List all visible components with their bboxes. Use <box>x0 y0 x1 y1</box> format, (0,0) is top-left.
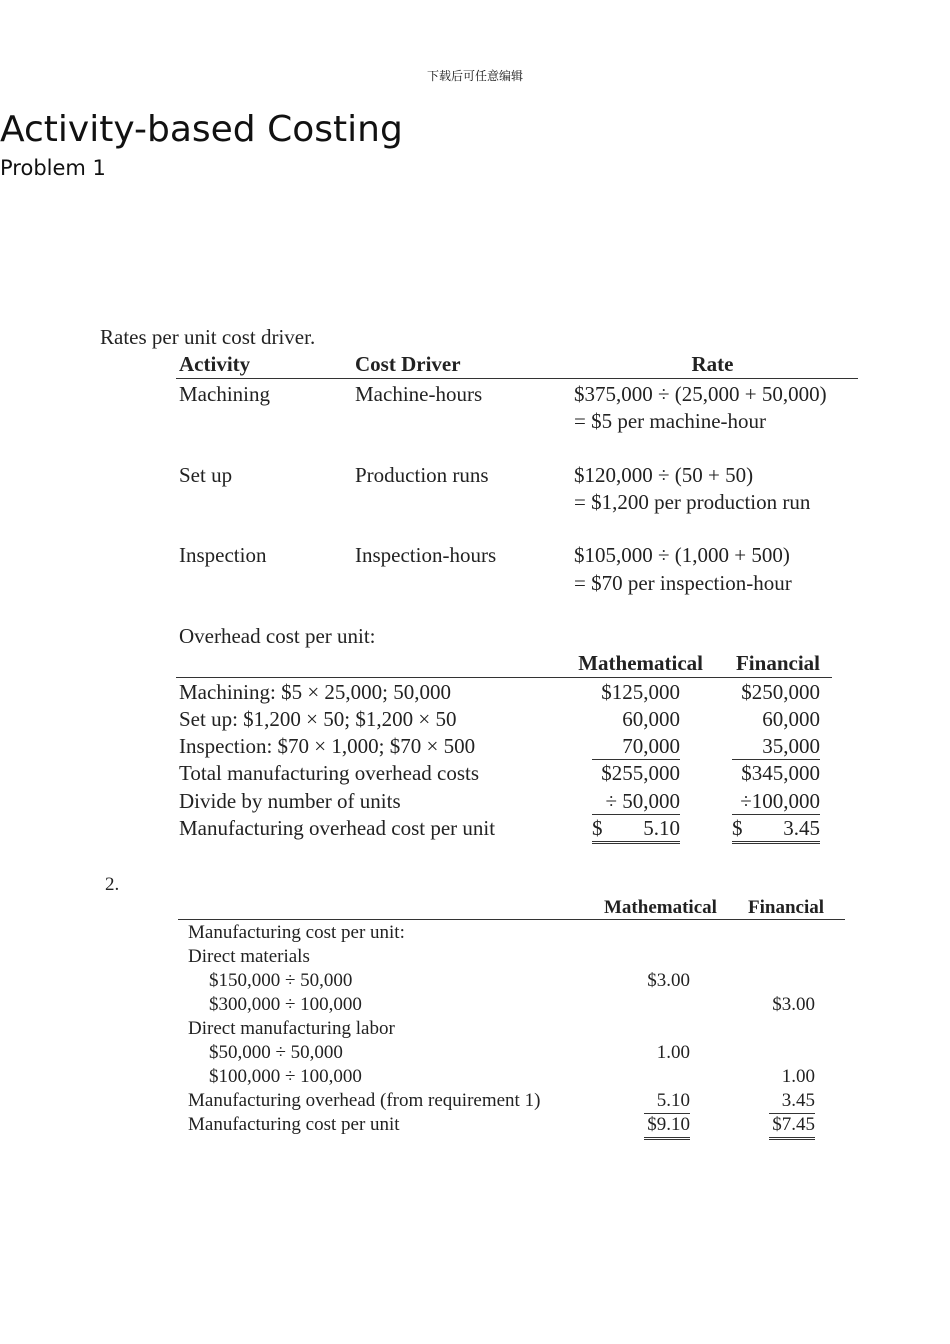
cost-row-math: $3.00 <box>647 970 690 991</box>
rate-inspection-result: = $70 per inspection-hour <box>574 571 792 595</box>
overhead-row-math: $255,000 <box>601 761 680 785</box>
overhead-row-fin: 60,000 <box>762 707 820 731</box>
overhead-row-math: ÷ 50,000 <box>592 788 680 815</box>
header-cost-driver: Cost Driver <box>355 352 461 376</box>
overhead-row-fin: 35,000 <box>732 733 820 760</box>
overhead-row-fin: ÷100,000 <box>732 788 820 815</box>
header-rate: Rate <box>691 352 734 376</box>
overhead-row-math: 70,000 <box>592 733 680 760</box>
rate-machining-formula: $375,000 ÷ (25,000 + 50,000) <box>574 382 827 406</box>
driver-setup: Production runs <box>355 463 489 487</box>
cost-row-math: 1.00 <box>656 1042 690 1063</box>
cost-total-math: $9.10 <box>644 1113 690 1140</box>
page-banner: 下载后可任意编辑 <box>426 69 523 83</box>
cost-row-label: Direct materials <box>188 946 310 967</box>
cost-row-label: Direct manufacturing labor <box>188 1018 395 1039</box>
cost-row-label: $50,000 ÷ 50,000 <box>209 1042 343 1063</box>
overhead-row-fin: $250,000 <box>741 680 820 704</box>
driver-machining: Machine-hours <box>355 382 483 406</box>
overhead-header-mathematical: Mathematical <box>578 651 703 675</box>
currency-symbol: $ <box>592 816 603 840</box>
rate-inspection-formula: $105,000 ÷ (1,000 + 500) <box>574 543 790 567</box>
overhead-row-math: $125,000 <box>601 680 680 704</box>
cost-header-rule <box>178 919 845 920</box>
overhead-per-unit-fin <box>732 815 820 844</box>
overhead-per-unit-math <box>592 815 680 844</box>
cost-row-fin: 3.45 <box>769 1089 815 1114</box>
activity-setup: Set up <box>179 463 233 487</box>
rate-machining-result: = $5 per machine-hour <box>574 409 767 433</box>
overhead-row-label: Machining: $5 × 25,000; 50,000 <box>179 680 451 704</box>
document-subtitle: Problem 1 <box>0 156 106 180</box>
overhead-row-fin: $345,000 <box>741 761 820 785</box>
document-title: Activity-based Costing <box>0 109 403 150</box>
activity-inspection: Inspection <box>179 543 267 567</box>
overhead-row-label: Set up: $1,200 × 50; $1,200 × 50 <box>179 707 457 731</box>
cost-row-label: Manufacturing cost per unit <box>188 1114 400 1135</box>
cost-row-fin: 1.00 <box>781 1066 815 1087</box>
overhead-row-label: Total manufacturing overhead costs <box>179 761 480 785</box>
rates-header-rule <box>176 378 858 379</box>
cost-row-label: Manufacturing overhead (from requirement 1) <box>188 1090 541 1111</box>
currency-symbol: $ <box>732 816 743 840</box>
cost-header-financial: Financial <box>748 897 825 918</box>
overhead-row-label: Divide by number of units <box>179 789 401 813</box>
overhead-header-financial: Financial <box>735 651 820 675</box>
cost-row-fin: $3.00 <box>772 994 815 1015</box>
overhead-row-math: 60,000 <box>622 707 680 731</box>
rates-intro: Rates per unit cost driver. <box>100 325 316 349</box>
activity-machining: Machining <box>179 382 270 406</box>
cost-row-label: Manufacturing cost per unit: <box>188 922 405 943</box>
cost-row-label: $150,000 ÷ 50,000 <box>209 970 353 991</box>
cost-row-label: $100,000 ÷ 100,000 <box>209 1066 362 1087</box>
cost-total-fin: $7.45 <box>769 1113 815 1140</box>
cost-header-mathematical: Mathematical <box>604 897 717 918</box>
overhead-per-unit-math-value: 5.10 <box>643 816 680 840</box>
requirement-number: 2. <box>105 874 120 895</box>
rate-setup-formula: $120,000 ÷ (50 + 50) <box>574 463 754 487</box>
driver-inspection: Inspection-hours <box>355 543 497 567</box>
overhead-per-unit-fin-value: 3.45 <box>783 816 820 840</box>
cost-row-label: $300,000 ÷ 100,000 <box>209 994 362 1015</box>
header-activity: Activity <box>179 352 251 376</box>
overhead-row-label: Manufacturing overhead cost per unit <box>179 816 496 840</box>
cost-row-math: 5.10 <box>644 1089 690 1114</box>
rate-setup-result: = $1,200 per production run <box>574 490 811 514</box>
overhead-title: Overhead cost per unit: <box>179 624 376 648</box>
overhead-header-rule <box>176 677 832 678</box>
overhead-row-label: Inspection: $70 × 1,000; $70 × 500 <box>179 734 476 758</box>
